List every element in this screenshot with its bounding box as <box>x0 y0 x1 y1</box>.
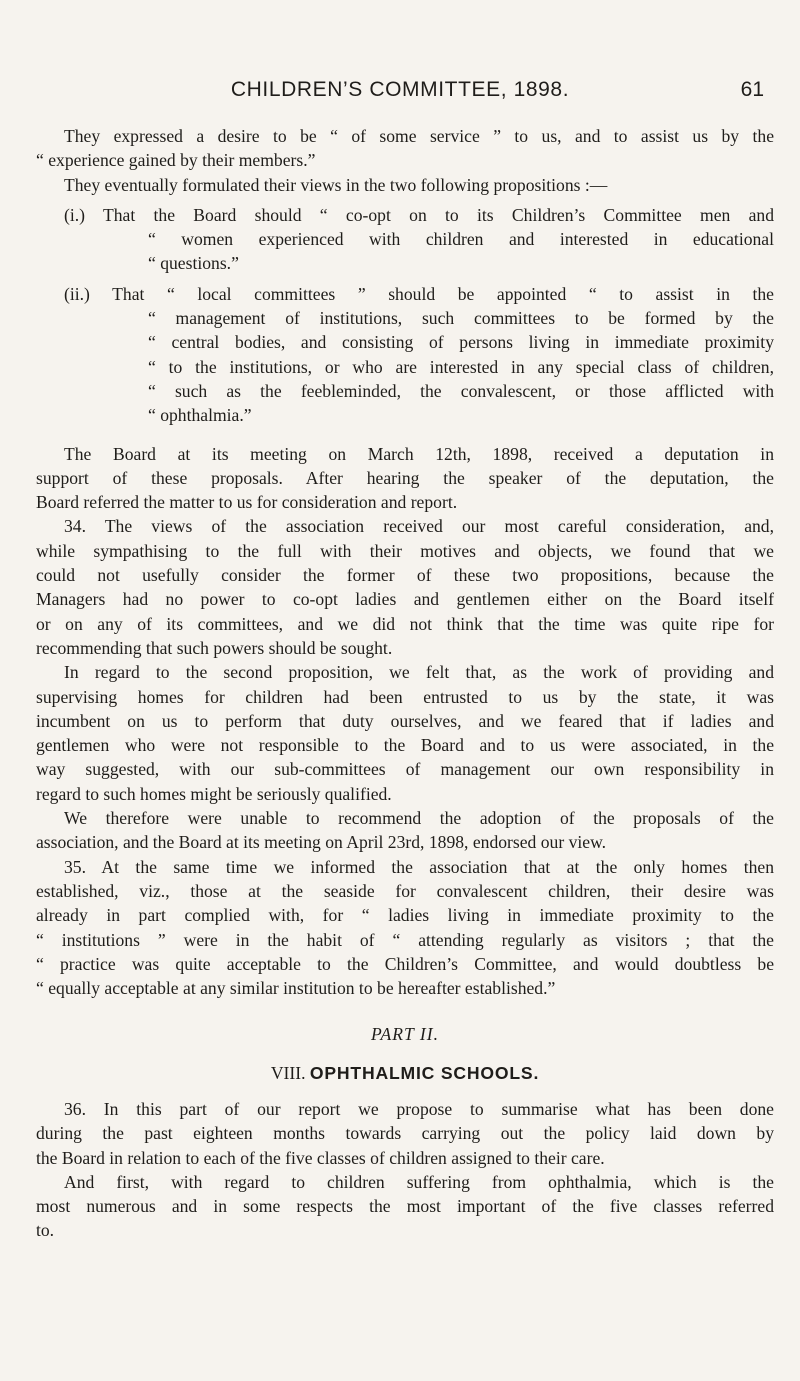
text-line: “ questions.” <box>148 253 239 274</box>
text-line: “ management of institutions, such committees to be formed by the <box>148 308 774 329</box>
paragraph-35 <box>36 855 774 1001</box>
section-heading <box>36 1061 774 1085</box>
text-line: The Board at its meeting on March 12th, 1898, received a deputation in <box>64 443 774 464</box>
text-line: “ institutions ” were in the habit of “ attending regularly as visitors ; that the <box>36 929 774 950</box>
paragraph-association-views <box>36 124 774 197</box>
text-line: “ equally acceptable at any similar institution to be hereafter established.” <box>36 978 556 999</box>
running-head: CHILDREN’S COMMITTEE, 1898. <box>230 78 570 101</box>
paragraph-34 <box>36 514 774 660</box>
text-line: “ central bodies, and consisting of persons living in immediate proximity <box>148 332 774 353</box>
text-line: gentlemen who were not responsible to the Board and to us were associated, in the <box>36 735 774 756</box>
text-line: (ii.) That “ local committees ” should be appointed “ to assist in the <box>64 283 774 304</box>
text-line: In regard to the second proposition, we felt that, as the work of providing and <box>64 662 774 683</box>
proposition-two <box>36 282 774 428</box>
text-line: We therefore were unable to recommend the adoption of the proposals of the <box>64 808 774 829</box>
text-line: And first, with regard to children suffering from ophthalmia, which is the <box>64 1171 774 1192</box>
text-line: the Board in relation to each of the five classes of children assigned to their care. <box>36 1147 605 1168</box>
text-line: (i.) That the Board should “ co-opt on to its Children’s Committee men and <box>64 204 774 225</box>
text-line: while sympathising to the full with their motives and objects, we found that we <box>36 540 774 561</box>
text-line: during the past eighteen months towards carrying out the policy laid down by <box>36 1123 774 1144</box>
text-line: way suggested, with our sub-committees of management our own responsibility in <box>36 759 774 780</box>
paragraph-unable <box>36 806 774 855</box>
section-number: VIII. <box>270 1062 306 1083</box>
text-line: to. <box>36 1220 55 1241</box>
section-title: OPHTHALMIC SCHOOLS. <box>309 1062 540 1083</box>
paragraph-ophthalmia <box>36 1170 774 1243</box>
page-header <box>0 78 800 112</box>
text-line: 35. At the same time we informed the association that at the only homes then <box>64 856 774 877</box>
text-line: They expressed a desire to be “ of some service ” to us, and to assist us by the <box>64 126 774 146</box>
text-line: They eventually formulated their views in the two following propositions :— <box>64 174 608 195</box>
proposition-one <box>36 203 774 276</box>
text-line: association, and the Board at its meeting on April 23rd, 1898, endorsed our view. <box>36 832 607 853</box>
text-line: 34. The views of the association received our most careful consideration, and, <box>64 516 774 537</box>
text-line: incumbent on us to perform that duty ourselves, and we feared that if ladies and <box>36 710 774 731</box>
text-line: “ to the institutions, or who are interested in any special class of children, <box>148 356 774 377</box>
paragraph-36 <box>36 1097 774 1170</box>
text-line: “ practice was quite acceptable to the Children’s Committee, and would doubtless be <box>36 953 774 974</box>
text-line: Board referred the matter to us for consideration and report. <box>36 492 458 513</box>
text-line: 36. In this part of our report we propose to summarise what has been done <box>64 1098 774 1119</box>
text-line: “ ophthalmia.” <box>148 405 252 426</box>
text-line: already in part complied with, for “ ladies living in immediate proximity to the <box>36 905 774 926</box>
page-number: 61 <box>740 78 764 101</box>
body-text <box>36 124 774 1243</box>
text-line: could not usefully consider the former of these two propositions, because the <box>36 565 774 586</box>
text-line: “ such as the feebleminded, the convalescent, or those afflicted with <box>148 380 774 401</box>
text-line: established, viz., those at the seaside for convalescent children, their desire was <box>36 880 774 901</box>
text-line: “ women experienced with children and interested in educational <box>148 229 774 250</box>
text-line: regard to such homes might be seriously qualified. <box>36 783 392 804</box>
text-line: Managers had no power to co-opt ladies and gentlemen either on the Board itself <box>36 589 774 610</box>
text-line: recommending that such powers should be sought. <box>36 637 393 658</box>
text-line: or on any of its committees, and we did not think that the time was quite ripe for <box>36 613 774 634</box>
text-line: “ experience gained by their members.” <box>36 150 316 171</box>
text-line: most numerous and in some respects the most important of the five classes referred <box>36 1196 774 1217</box>
part-heading: PART II. <box>371 1024 439 1045</box>
text-line: supervising homes for children had been entrusted to us by the state, it was <box>36 686 774 707</box>
text-line: support of these proposals. After hearing the speaker of the deputation, the <box>36 467 774 488</box>
paragraph-deputation <box>36 442 774 515</box>
paragraph-second-proposition <box>36 660 774 806</box>
